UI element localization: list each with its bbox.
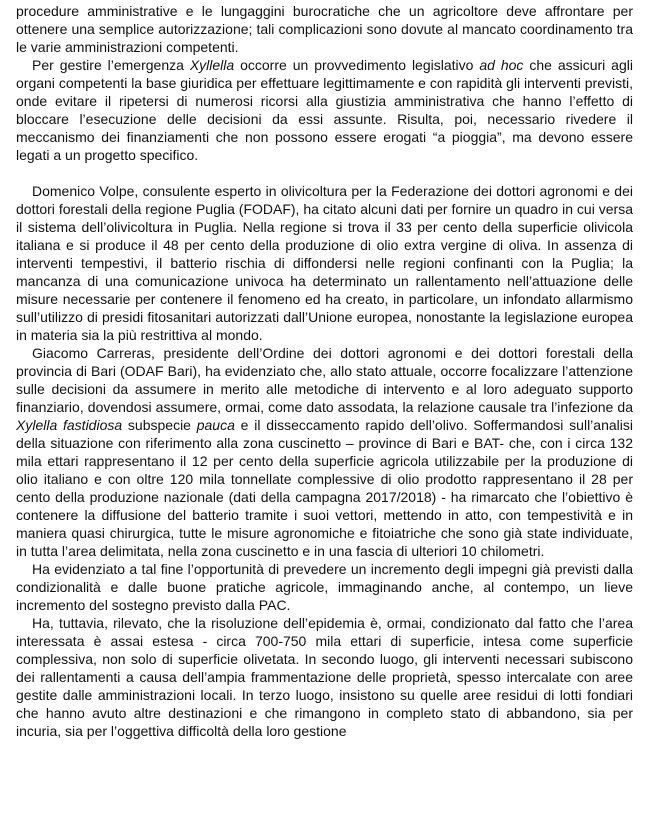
body-text: subspecie <box>122 417 197 433</box>
body-text: Ha evidenziato a tal fine l’opportunità di prevedere un incremento degli impegni già previsti dalla condizionalità e dalle buone pratiche agricole, immaginando anche, al contempo, un lieve incremento del sostegno previsto dalla PAC. <box>16 561 633 613</box>
body-text: Per gestire l’emergenza <box>32 57 190 73</box>
body-paragraph <box>16 560 633 614</box>
body-paragraph <box>16 614 633 740</box>
italic-text: pauca <box>196 417 235 433</box>
body-paragraph <box>16 2 633 56</box>
body-paragraph <box>16 56 633 164</box>
paragraph-gap <box>16 164 633 182</box>
body-paragraph <box>16 344 633 560</box>
italic-text: Xyllella <box>189 57 235 73</box>
body-text: Ha, tuttavia, rilevato, che la risoluzione dell’epidemia è, ormai, condizionato dal fatto che l’area interessata è assai estesa - circa 700-750 mila ettari di superficie, intesa come superficie complessiva, non solo di superficie olivetata. In secondo luogo, gli interventi necessari subiscono dei rallentamenti a causa dell’ampia frammentazione delle proprietà, spesso intercalate con aree gestite dalle amministrazioni locali. In terzo luogo, insistono su quelle aree residui di lotti fondiari che hanno avuto altre destinazioni e che rimangono in completo stato di abbandono, sia per incuria, sia per l’oggettiva difficoltà della loro gestione <box>16 615 633 739</box>
body-paragraph <box>16 182 633 344</box>
body-text: che assicuri agli organi competenti la base giuridica per effettuare legittimamente e con rapidità gli interventi previsti, onde evitare il ripetersi di numerosi ricorsi alla giustizia amministrativa che hanno l’effetto di bloccare l’esecuzione delle decisioni da essi assunte. Risulta, poi, necessario rivedere il meccanismo dei finanziamenti che non possono essere erogati “a pioggia”, ma devono essere legati a un progetto specifico. <box>16 57 633 163</box>
body-text: Domenico Volpe, consulente esperto in olivicoltura per la Federazione dei dottori agronomi e dei dottori forestali della regione Puglia (FODAF), ha citato alcuni dati per fornire un quadro in cui versa il sistema dell’olivicoltura in Puglia. Nella regione si trova il 33 per cento della superficie olivicola italiana e si produce il 48 per cento della produzione di olio extra vergine di oliva. In assenza di interventi tempestivi, il batterio rischia di diffondersi nelle regioni confinanti con la Puglia; la mancanza di una comunicazione univoca ha determinato un rallentamento nell’attuazione delle misure necessarie per contenere il fenomeno ed ha creato, in particolare, un infondato allarmismo sull’utilizzo di presidi fitosanitari autorizzati dall’Unione europea, nonostante la legislazione europea in materia sia la più restrittiva al mondo. <box>16 183 633 343</box>
body-text: procedure amministrative e le lungaggini burocratiche che un agricoltore deve affrontare per ottenere una semplice autorizzazione; tali complicazioni sono dovute al mancato coordinamento tra le varie amministrazioni competenti. <box>16 3 633 55</box>
body-text: e il disseccamento rapido dell’olivo. Soffermandosi sull’analisi della situazione con riferimento alla zona cuscinetto – province di Bari e BAT- che, con i circa 132 mila ettari rappresentano il 12 per cento della superficie agricola utilizzabile per la produzione di olio italiano e con oltre 120 mila tonnellate complessive di olio prodotto rappresentano il 28 per cento della produzione nazionale (dati della campagna 2017/2018) - ha rimarcato che l’obiettivo è contenere la diffusione del batterio tramite i suoi vettori, mettendo in atto, con tempestività e in maniera quasi chirurgica, tutte le misure agronomiche e fitoiatriche che sono già state individuate, in tutta l’area delimitata, nella zona cuscinetto e in una fascia di ulteriori 10 chilometri. <box>16 417 633 559</box>
body-text: Giacomo Carreras, presidente dell’Ordine dei dottori agronomi e dei dottori forestali della provincia di Bari (ODAF Bari), ha evidenziato che, allo stato attuale, occorre focalizzare l’attenzione sulle decisioni da assumere in merito alle metodiche di intervento e al loro adeguato supporto finanziario, dovendosi assumere, ormai, come dato assodata, la relazione causale tra l’infezione da <box>16 345 633 415</box>
italic-text: Xylella fastidiosa <box>16 417 123 433</box>
italic-text: ad hoc <box>479 57 524 73</box>
body-text: occorre un provvedimento legislativo <box>234 57 480 73</box>
